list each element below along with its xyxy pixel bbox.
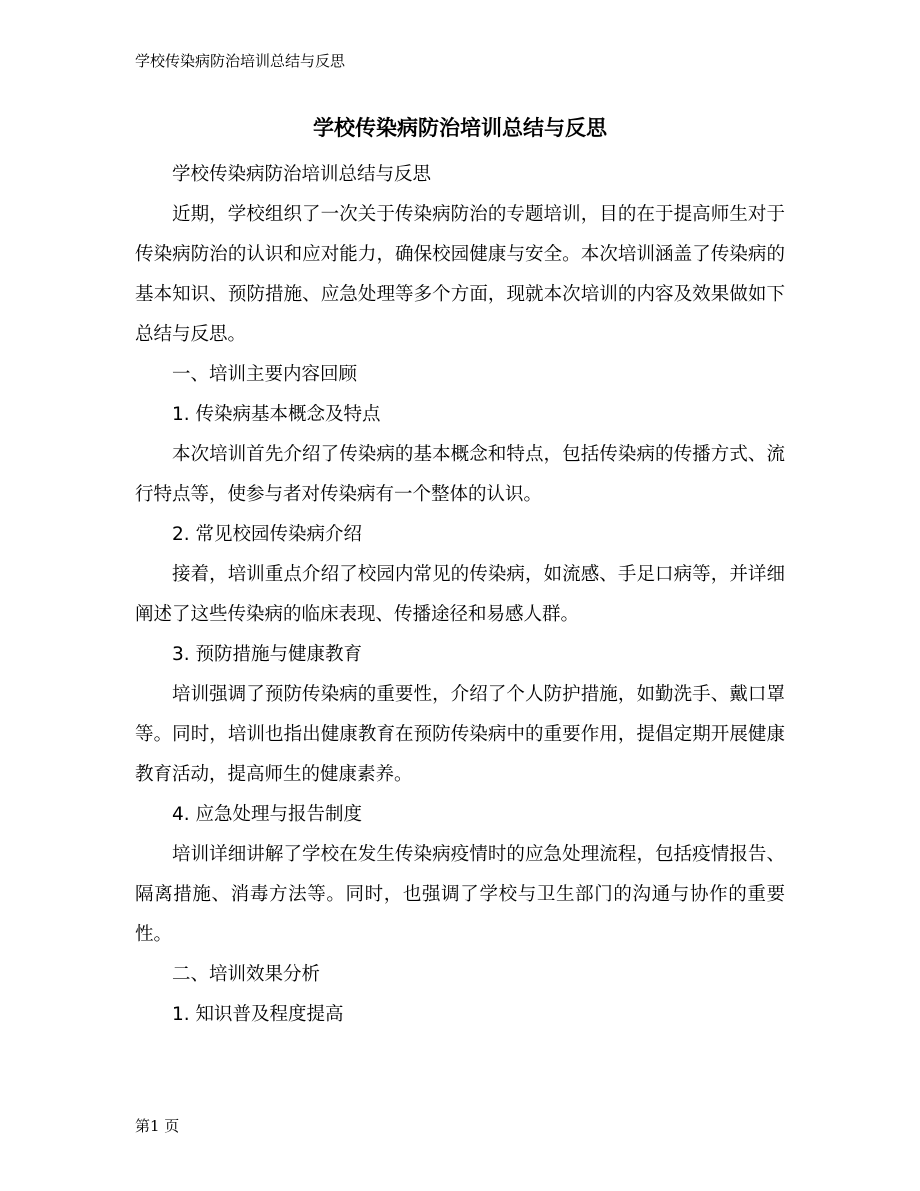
page-header: 学校传染病防治培训总结与反思 [135, 52, 346, 70]
subsection-heading: 3. 预防措施与健康教育 [172, 644, 363, 665]
subtitle-paragraph: 学校传染病防治培训总结与反思 [172, 164, 432, 185]
subsection-heading: 1. 知识普及程度提高 [172, 1004, 344, 1025]
subsection-heading: 4. 应急处理与报告制度 [172, 804, 363, 825]
subsection-heading: 2. 常见校园传染病介绍 [172, 524, 363, 545]
intro-paragraph: 近期，学校组织了一次关于传染病防治的专题培训，目的在于提高师生对于传染病防治的认识和应对能力，确保校园健康与安全。本次培训涵盖了传染病的基本知识、预防措施、应急处理等多个方面，现就本次培训的内容及效果做如下总结与反思。 [135, 204, 785, 345]
body-paragraph: 培训强调了预防传染病的重要性，介绍了个人防护措施，如勤洗手、戴口罩等。同时，培训也指出健康教育在预防传染病中的重要作用，提倡定期开展健康教育活动，提高师生的健康素养。 [135, 684, 785, 785]
body-paragraph: 培训详细讲解了学校在发生传染病疫情时的应急处理流程，包括疫情报告、隔离措施、消毒方法等。同时，也强调了学校与卫生部门的沟通与协作的重要性。 [135, 844, 785, 945]
section-heading: 一、培训主要内容回顾 [172, 364, 358, 385]
document-body [135, 155, 785, 1035]
subsection-heading: 1. 传染病基本概念及特点 [172, 404, 381, 425]
body-paragraph: 本次培训首先介绍了传染病的基本概念和特点，包括传染病的传播方式、流行特点等，使参与者对传染病有一个整体的认识。 [135, 444, 785, 505]
document-title: 学校传染病防治培训总结与反思 [313, 116, 607, 140]
section-heading: 二、培训效果分析 [172, 964, 321, 985]
page-number: 第1 页 [135, 1117, 180, 1135]
body-paragraph: 接着，培训重点介绍了校园内常见的传染病，如流感、手足口病等，并详细阐述了这些传染病的临床表现、传播途径和易感人群。 [135, 564, 785, 625]
